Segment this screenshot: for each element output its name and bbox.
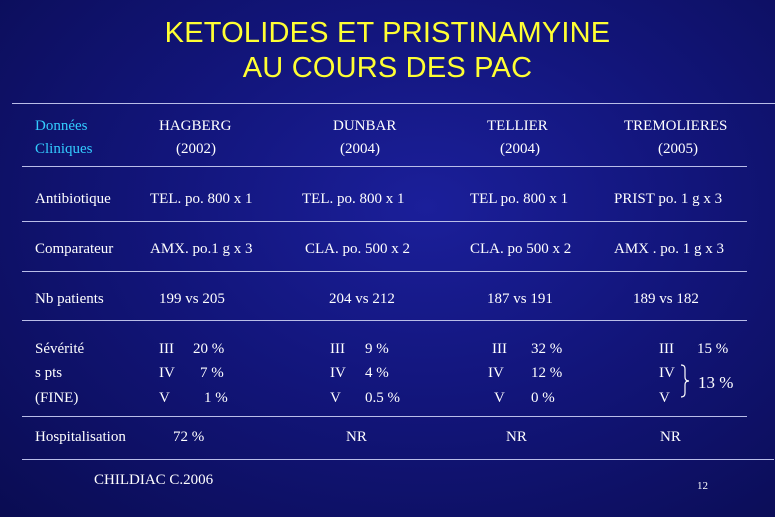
source-citation: CHILDIAC C.2006	[94, 472, 214, 488]
sev-tellier-grade-4: IV	[488, 365, 504, 381]
divider-bottom	[22, 459, 774, 460]
study-hagberg-year: (2002)	[176, 141, 216, 157]
study-tellier-name: TELLIER	[487, 118, 548, 134]
divider-comparateur	[22, 271, 747, 272]
row-label-nb-patients: Nb patients	[35, 291, 104, 307]
cell-patients-tremolieres: 189 vs 182	[633, 291, 699, 307]
divider-top	[12, 103, 775, 104]
study-tremolieres-year: (2005)	[658, 141, 698, 157]
cell-comparateur-dunbar: CLA. po. 500 x 2	[305, 241, 410, 257]
sev-hagberg-grade-5: V	[159, 390, 170, 406]
header-label-cliniques: Cliniques	[35, 141, 93, 157]
sev-tremolieres-grouped-value: 13 %	[698, 373, 734, 392]
sev-tremolieres-grade-3: III	[659, 341, 674, 357]
row-label-severite: Sévérité	[35, 341, 85, 357]
page-number: 12	[697, 480, 708, 492]
row-label-comparateur: Comparateur	[35, 241, 114, 257]
study-hagberg-name: HAGBERG	[159, 118, 232, 134]
sev-dunbar-value-4: 4 %	[365, 365, 389, 381]
cell-patients-hagberg: 199 vs 205	[159, 291, 225, 307]
sev-hagberg-grade-3: III	[159, 341, 174, 357]
cell-patients-dunbar: 204 vs 212	[329, 291, 395, 307]
sev-dunbar-value-5: 0.5 %	[365, 390, 400, 406]
sev-tremolieres-grade-5: V	[659, 390, 670, 406]
cell-antibiotique-dunbar: TEL. po. 800 x 1	[302, 191, 405, 207]
sev-hagberg-value-3: 20 %	[193, 341, 225, 357]
cell-antibiotique-tremolieres: PRIST po. 1 g x 3	[614, 191, 723, 207]
sev-dunbar-value-3: 9 %	[365, 341, 389, 357]
sev-tremolieres-value-3: 15 %	[697, 341, 729, 357]
study-tremolieres-name: TREMOLIERES	[624, 118, 728, 134]
cell-comparateur-tremolieres: AMX . po. 1 g x 3	[614, 241, 725, 257]
cell-antibiotique-tellier: TEL po. 800 x 1	[470, 191, 569, 207]
divider-antibiotique	[22, 221, 747, 222]
sev-hagberg-value-5: 1 %	[204, 390, 228, 406]
cell-hosp-hagberg: 72 %	[173, 429, 205, 445]
cell-comparateur-tellier: CLA. po 500 x 2	[470, 241, 572, 257]
sev-dunbar-grade-4: IV	[330, 365, 346, 381]
sev-tellier-grade-5: V	[494, 390, 505, 406]
divider-header	[22, 166, 747, 167]
sev-hagberg-grade-4: IV	[159, 365, 175, 381]
slide-title-line1: KETOLIDES ET PRISTINAMYINE	[164, 17, 611, 49]
cell-patients-tellier: 187 vs 191	[487, 291, 553, 307]
row-label-antibiotique: Antibiotique	[35, 191, 111, 207]
row-label-s-pts: s pts	[35, 365, 63, 381]
cell-hosp-tremolieres: NR	[660, 429, 681, 445]
divider-severite	[22, 416, 747, 417]
sev-hagberg-value-4: 7 %	[200, 365, 224, 381]
header-label-donnees: Données	[35, 118, 88, 134]
sev-tellier-value-5: 0 %	[531, 390, 555, 406]
row-label-hospitalisation: Hospitalisation	[35, 429, 126, 445]
sev-tellier-value-3: 32 %	[531, 341, 563, 357]
curly-brace-icon	[680, 364, 690, 398]
sev-dunbar-grade-3: III	[330, 341, 345, 357]
slide-title-line2: AU COURS DES PAC	[242, 52, 533, 84]
study-tellier-year: (2004)	[500, 141, 540, 157]
row-label-fine: (FINE)	[35, 390, 79, 406]
sev-tremolieres-grade-4: IV	[659, 365, 675, 381]
sev-tellier-value-4: 12 %	[531, 365, 563, 381]
sev-dunbar-grade-5: V	[330, 390, 341, 406]
cell-antibiotique-hagberg: TEL. po. 800 x 1	[150, 191, 253, 207]
cell-hosp-tellier: NR	[506, 429, 527, 445]
study-dunbar-name: DUNBAR	[333, 118, 397, 134]
cell-comparateur-hagberg: AMX. po.1 g x 3	[150, 241, 253, 257]
cell-hosp-dunbar: NR	[346, 429, 367, 445]
divider-patients	[22, 320, 747, 321]
study-dunbar-year: (2004)	[340, 141, 380, 157]
sev-tellier-grade-3: III	[492, 341, 507, 357]
